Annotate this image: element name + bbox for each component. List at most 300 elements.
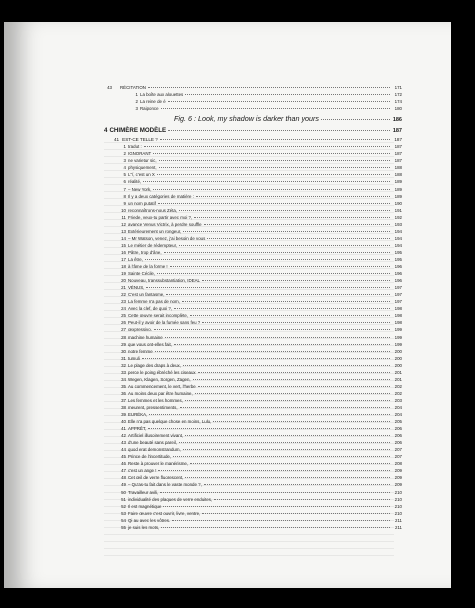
entry-number: 43 bbox=[121, 440, 126, 446]
entry-number: 40 bbox=[121, 419, 126, 425]
entry-number: 22 bbox=[121, 292, 126, 298]
page-number: 195 bbox=[394, 249, 402, 255]
page-number: 197 bbox=[394, 285, 402, 291]
entry-title: réalité, bbox=[128, 179, 142, 185]
page-number: 190 bbox=[394, 200, 402, 206]
page-number: 194 bbox=[394, 242, 402, 248]
dot-leader bbox=[148, 428, 390, 429]
page-number: 199 bbox=[394, 341, 402, 347]
entry-title: Au moins deux par être humaine, bbox=[128, 390, 193, 396]
entry-title: La être, bbox=[128, 256, 143, 262]
dot-leader bbox=[161, 527, 390, 528]
page-number: 189 bbox=[394, 179, 402, 185]
entry-number: 29 bbox=[121, 341, 126, 347]
dot-leader bbox=[159, 167, 390, 168]
page-number: 202 bbox=[394, 390, 402, 396]
toc-entry bbox=[104, 425, 402, 432]
entry-title: La femme n'a pas de nom, bbox=[128, 299, 180, 305]
entry-title: Prince de l'incertitude, bbox=[128, 454, 172, 460]
entry-number: 41 bbox=[121, 426, 126, 432]
page-number: 174 bbox=[394, 99, 402, 105]
toc-entry bbox=[104, 186, 402, 193]
toc-entry bbox=[104, 221, 402, 228]
entry-title: Raiponce bbox=[140, 106, 159, 112]
page-number: 210 bbox=[394, 510, 402, 516]
entry-number: 49 bbox=[121, 482, 126, 488]
toc-entry bbox=[104, 214, 402, 221]
page-number: 208 bbox=[394, 461, 402, 467]
toc-entry bbox=[104, 376, 402, 383]
dot-leader bbox=[144, 146, 390, 147]
entry-number: 8 bbox=[123, 193, 126, 199]
page-number: 180 bbox=[394, 106, 402, 112]
entry-number: 28 bbox=[121, 334, 126, 340]
entry-number: 13 bbox=[121, 228, 126, 234]
dot-leader bbox=[180, 407, 390, 408]
entry-title: Il est magnétique bbox=[128, 503, 162, 509]
entry-title: que vous ont-elles fait, bbox=[128, 341, 172, 347]
entry-title: avance Venus Victrix, à perdre souffle bbox=[128, 221, 202, 227]
dot-leader bbox=[157, 174, 390, 175]
dot-leader bbox=[157, 273, 390, 274]
dot-leader bbox=[213, 421, 390, 422]
dot-leader bbox=[160, 139, 390, 140]
chapter-title: CHIMÈRE MODÈLE bbox=[109, 127, 167, 135]
figure-caption bbox=[104, 112, 402, 125]
entry-title: Avec la clef, de quoi ?, bbox=[128, 306, 173, 312]
page-number: 201 bbox=[394, 369, 402, 375]
entry-title: quod erat demonstrandum, bbox=[128, 447, 181, 453]
dot-leader bbox=[196, 196, 390, 197]
toc-entry bbox=[104, 432, 402, 439]
dot-leader bbox=[183, 365, 390, 366]
dot-leader bbox=[190, 463, 390, 464]
dot-leader bbox=[185, 435, 390, 436]
page-number: 192 bbox=[394, 214, 402, 220]
entry-number: 31 bbox=[121, 355, 126, 361]
entry-title: Cette œuvre serait incomplète, bbox=[128, 313, 189, 319]
entry-title: – Mr Watson, venez, j'ai besoin de vous bbox=[128, 235, 206, 241]
entry-title: VÉNUS, bbox=[128, 285, 145, 291]
entry-number: 46 bbox=[121, 461, 126, 467]
dot-leader bbox=[159, 160, 390, 161]
entry-number: 24 bbox=[121, 306, 126, 312]
dot-leader bbox=[145, 259, 390, 260]
page-number: 189 bbox=[394, 186, 402, 192]
entry-title: – New York, bbox=[128, 186, 152, 192]
toc-entry bbox=[104, 305, 402, 312]
entry-number: 19 bbox=[121, 271, 126, 277]
entry-number: 50 bbox=[121, 489, 126, 495]
page-number: 199 bbox=[394, 327, 402, 333]
entry-number: 34 bbox=[121, 376, 126, 382]
toc-entry bbox=[104, 312, 402, 319]
dot-leader bbox=[207, 238, 390, 239]
entry-number: 21 bbox=[121, 285, 126, 291]
entry-title: machine humaine bbox=[128, 334, 163, 340]
toc-entry bbox=[104, 474, 402, 481]
entry-title: à l'âme de la forme ! bbox=[128, 264, 168, 270]
page-number: 198 bbox=[394, 306, 402, 312]
page-number: 210 bbox=[394, 489, 402, 495]
entry-number: 47 bbox=[121, 468, 126, 474]
page-number: 207 bbox=[394, 447, 402, 453]
page-number: 198 bbox=[394, 320, 402, 326]
entry-number: 38 bbox=[121, 404, 126, 410]
entry-title: – Qu'as-tu fait dans le vaste monde ?, bbox=[128, 482, 202, 488]
page-number: 188 bbox=[394, 172, 402, 178]
page-number: 196 bbox=[394, 264, 402, 270]
page-number: 187 bbox=[394, 144, 402, 150]
dot-leader bbox=[183, 231, 390, 232]
entry-number: 51 bbox=[121, 496, 126, 502]
entry-number: 48 bbox=[121, 475, 126, 481]
toc-entry bbox=[104, 164, 402, 171]
page-number: 207 bbox=[394, 454, 402, 460]
entry-title: Peut-il y avoir de la fumée sans feu ? bbox=[128, 320, 201, 326]
book-page bbox=[4, 22, 451, 588]
entry-title: perce le poing ébréché les ciseaux bbox=[128, 369, 196, 375]
entry-number: 54 bbox=[121, 517, 126, 523]
page-number: 210 bbox=[394, 503, 402, 509]
dot-leader bbox=[161, 108, 390, 109]
entry-title: Wegen, Klagen, Sorgen, Zagen, bbox=[128, 376, 191, 382]
entry-number: 32 bbox=[121, 362, 126, 368]
toc-entry bbox=[104, 150, 402, 157]
figure-label: Fig. 6 : Look, my shadow is darker than yours bbox=[174, 114, 320, 124]
page-number: 209 bbox=[394, 475, 402, 481]
toc-entry bbox=[104, 418, 402, 425]
dot-leader bbox=[179, 442, 390, 443]
entry-title: EURÉKA, bbox=[128, 412, 148, 418]
toc-entry bbox=[104, 517, 402, 524]
entry-number: 55 bbox=[121, 524, 126, 530]
page-number: 202 bbox=[394, 383, 402, 389]
toc-entry bbox=[104, 355, 402, 362]
dot-leader bbox=[148, 87, 390, 88]
toc-entry bbox=[104, 207, 402, 214]
entry-title: Travailleur avili, bbox=[128, 489, 159, 495]
toc-entry bbox=[104, 105, 402, 112]
entry-number: 25 bbox=[121, 313, 126, 319]
toc-entry bbox=[104, 235, 402, 242]
dot-leader bbox=[179, 245, 390, 246]
page-number: 209 bbox=[394, 468, 402, 474]
toc-entry bbox=[104, 326, 402, 333]
entry-title: Elle n'a pas quelque chose en moins, Lulu, bbox=[128, 419, 212, 425]
dot-leader bbox=[168, 130, 390, 131]
entry-title: Qi au avec les vôtres. bbox=[128, 517, 171, 523]
page-number: 206 bbox=[394, 440, 402, 446]
entry-number: 17 bbox=[121, 256, 126, 262]
page-number: 186 bbox=[392, 117, 402, 124]
entry-number: 42 bbox=[121, 433, 126, 439]
toc-entry bbox=[104, 178, 402, 185]
entry-title: Au commencement, le vert, l'herbe bbox=[128, 383, 196, 389]
toc-entry bbox=[104, 256, 402, 263]
dot-leader bbox=[153, 189, 390, 190]
toc-entry bbox=[104, 362, 402, 369]
entry-title: un nom putatif bbox=[128, 200, 156, 206]
entry-title: Artificiel illusoirement vivant, bbox=[128, 433, 184, 439]
toc-entry bbox=[104, 157, 402, 164]
entry-number: 33 bbox=[121, 369, 126, 375]
toc-entry bbox=[104, 496, 402, 503]
entry-title: Le métier de rédempteur, bbox=[128, 242, 178, 248]
dot-leader bbox=[155, 351, 390, 352]
entry-number: 2 bbox=[123, 151, 126, 157]
dot-leader bbox=[158, 203, 390, 204]
entry-number: 15 bbox=[121, 242, 126, 248]
dot-leader bbox=[183, 449, 390, 450]
dot-leader bbox=[160, 492, 390, 493]
entry-title: Il y a deux catégories de matière : bbox=[128, 193, 194, 199]
page-number: 198 bbox=[394, 313, 402, 319]
entry-number: 1 bbox=[135, 92, 138, 98]
entry-number: 30 bbox=[121, 348, 126, 354]
page-number: 187 bbox=[394, 158, 402, 164]
page-number: 187 bbox=[392, 128, 402, 135]
page-number: 196 bbox=[394, 271, 402, 277]
entry-title: meurent, pressentiments, bbox=[128, 404, 178, 410]
toc-entry bbox=[104, 481, 402, 488]
toc-entry bbox=[104, 439, 402, 446]
dot-leader bbox=[321, 119, 390, 120]
toc-entry bbox=[104, 390, 402, 397]
toc-entry bbox=[104, 91, 402, 98]
toc-entry bbox=[104, 98, 402, 105]
toc-section-recitation bbox=[104, 84, 402, 91]
page-number: 206 bbox=[394, 426, 402, 432]
entry-title: je suis les mots, bbox=[128, 524, 160, 530]
toc-entry bbox=[104, 291, 402, 298]
dot-leader bbox=[202, 513, 390, 514]
dot-leader bbox=[170, 266, 390, 267]
entry-number: 10 bbox=[121, 207, 126, 213]
entry-number: 20 bbox=[121, 278, 126, 284]
page-number: 195 bbox=[394, 256, 402, 262]
toc-entry bbox=[104, 319, 402, 326]
page-number: 209 bbox=[394, 482, 402, 488]
page-number: 187 bbox=[394, 137, 402, 143]
chapter-heading bbox=[104, 125, 402, 136]
toc-entry bbox=[104, 249, 402, 256]
toc-entry bbox=[104, 263, 402, 270]
dot-leader bbox=[142, 358, 390, 359]
entry-number: 7 bbox=[123, 186, 126, 192]
toc-entry bbox=[104, 524, 402, 531]
toc-entry bbox=[104, 277, 402, 284]
entry-title: Nouveau, transsubstantiation, IDEAL bbox=[128, 278, 200, 284]
entry-title: reconnaîtrons-nous Zéta, bbox=[128, 207, 178, 213]
page-number: 211 bbox=[395, 517, 402, 523]
page-number: 194 bbox=[394, 235, 402, 241]
entry-title: individualité des plaques de verre enduites, bbox=[128, 496, 213, 502]
subsection-title: EST-CE TELLE ? bbox=[122, 137, 158, 143]
entry-number: 2 bbox=[135, 99, 138, 105]
entry-number: 45 bbox=[121, 454, 126, 460]
page-number: 203 bbox=[394, 397, 402, 403]
toc-entry bbox=[104, 171, 402, 178]
page-number: 200 bbox=[394, 355, 402, 361]
dot-leader bbox=[158, 470, 390, 471]
page-number: 187 bbox=[394, 151, 402, 157]
toc-entry bbox=[104, 193, 402, 200]
toc-entry bbox=[104, 228, 402, 235]
toc-entry bbox=[104, 383, 402, 390]
page-number: 194 bbox=[394, 228, 402, 234]
dot-leader bbox=[164, 252, 390, 253]
entry-number: 12 bbox=[121, 221, 126, 227]
page-number: 188 bbox=[394, 165, 402, 171]
toc-entry bbox=[104, 503, 402, 510]
entry-title: tumuli bbox=[128, 355, 140, 361]
dot-leader bbox=[214, 499, 390, 500]
dot-leader bbox=[185, 477, 390, 478]
entry-number: 44 bbox=[121, 447, 126, 453]
entry-number: 27 bbox=[121, 327, 126, 333]
dot-leader bbox=[202, 280, 390, 281]
dot-leader bbox=[149, 414, 390, 415]
entry-title: d'une beauté sans pareil, bbox=[128, 440, 177, 446]
entry-title: Sainte Cécile, bbox=[128, 271, 156, 277]
dot-leader bbox=[182, 301, 390, 302]
dot-leader bbox=[202, 322, 390, 323]
entry-number: 14 bbox=[121, 235, 126, 241]
page-number: 206 bbox=[394, 433, 402, 439]
entry-number: 11 bbox=[121, 214, 126, 220]
entry-number: 26 bbox=[121, 320, 126, 326]
page-number: 197 bbox=[394, 299, 402, 305]
toc-entry bbox=[104, 460, 402, 467]
dot-leader bbox=[179, 210, 390, 211]
entry-title: Extérieurement un rongeur, bbox=[128, 228, 182, 234]
toc-entry bbox=[104, 446, 402, 453]
entry-title: Cet œil de verre fluorescent, bbox=[128, 475, 184, 481]
entry-title: Le plage des draps à deux, bbox=[128, 362, 181, 368]
entry-number: 23 bbox=[121, 299, 126, 305]
entry-number: 3 bbox=[135, 106, 138, 112]
section-number: 43 bbox=[107, 85, 112, 90]
dot-leader bbox=[172, 520, 390, 521]
dot-leader bbox=[146, 287, 390, 288]
entry-number: 18 bbox=[121, 264, 126, 270]
toc-entry bbox=[104, 467, 402, 474]
entry-title: notre femme bbox=[128, 348, 153, 354]
dot-leader bbox=[204, 224, 390, 225]
subsection-heading bbox=[104, 136, 402, 143]
section-title: RÉCITATION bbox=[120, 85, 146, 90]
entry-title: La reine de é bbox=[140, 99, 166, 105]
entry-title: physiquement, bbox=[128, 165, 157, 171]
dot-leader bbox=[204, 484, 390, 485]
dot-leader bbox=[163, 506, 390, 507]
toc-entry bbox=[104, 397, 402, 404]
subsection-number: 41 bbox=[114, 137, 120, 143]
page-number: 191 bbox=[394, 207, 402, 213]
page-number: 196 bbox=[394, 278, 402, 284]
page-number: 210 bbox=[394, 496, 402, 502]
entry-title: Friede, veux-tu partir avec moi ?, bbox=[128, 214, 193, 220]
page-number: 200 bbox=[394, 362, 402, 368]
entry-number: 4 bbox=[123, 165, 126, 171]
toc-entry bbox=[104, 298, 402, 305]
entry-title: Pâtre, trop d'âne, bbox=[128, 249, 162, 255]
page-number: 193 bbox=[394, 221, 402, 227]
dot-leader bbox=[143, 181, 390, 182]
entry-title: Reste à prouver le manérisme, bbox=[128, 461, 189, 467]
dot-leader bbox=[198, 386, 390, 387]
entry-number: 3 bbox=[123, 158, 126, 164]
chapter-number: 4 bbox=[104, 127, 108, 135]
toc-entry bbox=[104, 489, 402, 496]
toc-entry bbox=[104, 334, 402, 341]
entry-title: c'est un ange ! bbox=[128, 468, 157, 474]
toc-entry bbox=[104, 348, 402, 355]
toc-entry bbox=[104, 143, 402, 150]
entry-title: L"/, c'est un X bbox=[128, 172, 155, 178]
page-number: 172 bbox=[394, 92, 402, 98]
entry-title: ne varietur sic, bbox=[128, 158, 157, 164]
table-of-contents bbox=[104, 84, 402, 531]
dot-leader bbox=[198, 372, 390, 373]
dot-leader bbox=[195, 393, 390, 394]
toc-entry bbox=[104, 411, 402, 418]
dot-leader bbox=[153, 153, 390, 154]
entry-number: 35 bbox=[121, 383, 126, 389]
entry-number: 53 bbox=[121, 510, 126, 516]
dot-leader bbox=[173, 456, 390, 457]
entry-title: IGNORANT bbox=[128, 151, 152, 157]
entry-title: œxpressivo. bbox=[128, 327, 152, 333]
entry-number: 16 bbox=[121, 249, 126, 255]
dot-leader bbox=[165, 337, 390, 338]
dot-leader bbox=[168, 101, 390, 102]
toc-entry bbox=[104, 453, 402, 460]
toc-entry bbox=[104, 369, 402, 376]
entry-number: 6 bbox=[123, 179, 126, 185]
entry-number: 39 bbox=[121, 412, 126, 418]
entry-number: 1 bbox=[123, 144, 126, 150]
entry-title: APPRÊT, bbox=[128, 426, 147, 432]
entry-number: 9 bbox=[123, 200, 126, 206]
page-number: 197 bbox=[394, 292, 402, 298]
entry-number: 37 bbox=[121, 397, 126, 403]
toc-entry bbox=[104, 284, 402, 291]
page-number: 171 bbox=[394, 85, 402, 90]
entry-title: C'est un fantasme, bbox=[128, 292, 165, 298]
toc-entry bbox=[104, 270, 402, 277]
dot-leader bbox=[185, 400, 390, 401]
toc-entry bbox=[104, 341, 402, 348]
dot-leader bbox=[193, 379, 390, 380]
dot-leader bbox=[154, 329, 390, 330]
dot-leader bbox=[174, 344, 390, 345]
page-number: 200 bbox=[394, 348, 402, 354]
entry-number: 36 bbox=[121, 390, 126, 396]
entry-title: Faire œuvre c'est ouvrir, livre, ventre, bbox=[128, 510, 201, 516]
toc-entry bbox=[104, 510, 402, 517]
entry-number: 52 bbox=[121, 503, 126, 509]
page-number: 204 bbox=[394, 404, 402, 410]
dot-leader bbox=[174, 308, 390, 309]
page-number: 201 bbox=[394, 376, 402, 382]
dot-leader bbox=[166, 294, 390, 295]
page-number: 199 bbox=[394, 334, 402, 340]
dot-leader bbox=[194, 217, 390, 218]
entry-title: Les femmes et les hommes, bbox=[128, 397, 183, 403]
toc-entry bbox=[104, 404, 402, 411]
